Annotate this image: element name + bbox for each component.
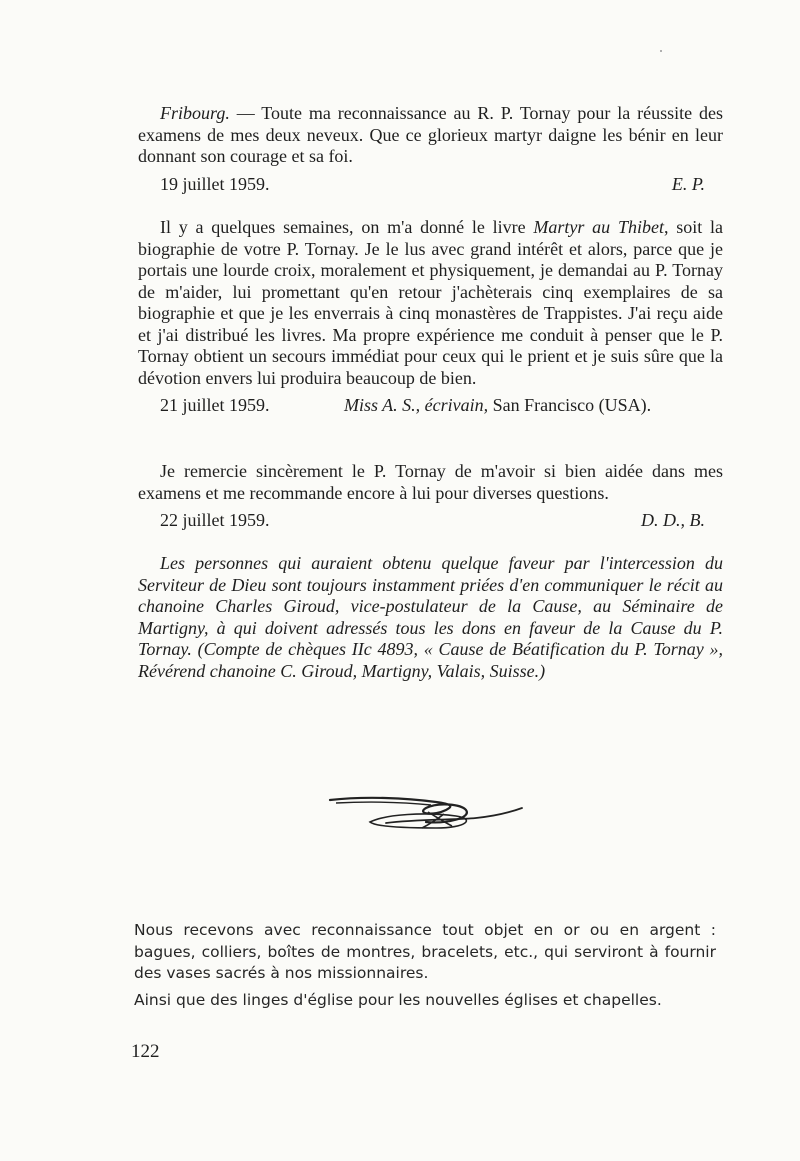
letter-date: 19 juillet 1959. bbox=[160, 173, 270, 194]
appeal-text: Nous recevons avec reconnaissance tout objet en or ou en argent : bagues, colliers, boîtes de montres, bracelets, etc., qui serviront à fournir des vases sacrés à nos missionnaires. bbox=[134, 921, 716, 982]
letter-date: 22 juillet 1959. bbox=[160, 510, 270, 530]
letter-place: Fribourg. bbox=[160, 103, 230, 123]
intercession-notice bbox=[138, 553, 723, 682]
page-number: 122 bbox=[131, 1041, 160, 1062]
letter-fribourg bbox=[138, 103, 723, 198]
letter-san-francisco bbox=[138, 217, 723, 419]
donation-appeal bbox=[134, 920, 716, 1011]
appeal-text: Ainsi que des linges d'église pour les nouvelles églises et chapelles. bbox=[134, 990, 662, 1009]
letter-date: 21 juillet 1959. bbox=[160, 395, 270, 415]
letter-signature: Miss A. S., écrivain, San Francisco (USA). bbox=[344, 395, 652, 415]
letter-signature-line bbox=[138, 510, 723, 534]
letter-body: Je remercie sincèrement le P. Tornay de m'avoir si bien aidée dans mes examens et me recommande encore à lui pour diverses questions. bbox=[138, 461, 723, 503]
letter-signature-line bbox=[138, 395, 723, 419]
letter-body: Fribourg. — Toute ma reconnaissance au R. P. Tornay pour la réussite des examens de mes deux neveux. Que ce glorieux martyr daigne les bénir en leur donnant son courage et sa foi. bbox=[138, 103, 723, 166]
notice-text: Les personnes qui auraient obtenu quelque faveur par l'intercession du Serviteur de Dieu sont toujours instamment priées d'en communiquer le récit au chanoine Charles Giroud, vice-postulateur de la Cause, au Séminaire de Martigny, à qui doivent adressés tous les dons en faveur de la Cause du P. Tornay. (Compte de chèques IIc 4893, « Cause de Béatification du P. Tornay », Révérend chanoine C. Giroud, Martigny, Valais, Suisse.) bbox=[138, 553, 723, 681]
letter-exams bbox=[138, 461, 723, 534]
flourish-ornament-icon bbox=[326, 792, 526, 838]
book-title: Martyr au Thibet bbox=[533, 217, 664, 237]
letter-signature-line bbox=[138, 174, 723, 198]
letter-signature: D. D., B. bbox=[641, 510, 705, 530]
speck bbox=[660, 50, 662, 52]
letter-signature: E. P. bbox=[671, 173, 705, 194]
letter-body: Il y a quelques semaines, on m'a donné le livre Martyr au Thibet, soit la biographie de votre P. Tornay. Je le lus avec grand intérêt et alors, parce que je portais une lourde croix, moralement et physiquement, je demandai au P. Tornay de m'aider, lui promettant qu'en retour j'achèterais cinq exemplaires de sa biographie et que je les enverrais à cinq monastères de Trappistes. J'ai reçu aide et j'ai distribué les livres. Ma propre expérience me conduit à penser que le P. Tornay obtient un secours immédiat pour ceux qui le prient et je suis sûre que la dévotion envers lui produira beaucoup de bien. bbox=[138, 217, 723, 388]
